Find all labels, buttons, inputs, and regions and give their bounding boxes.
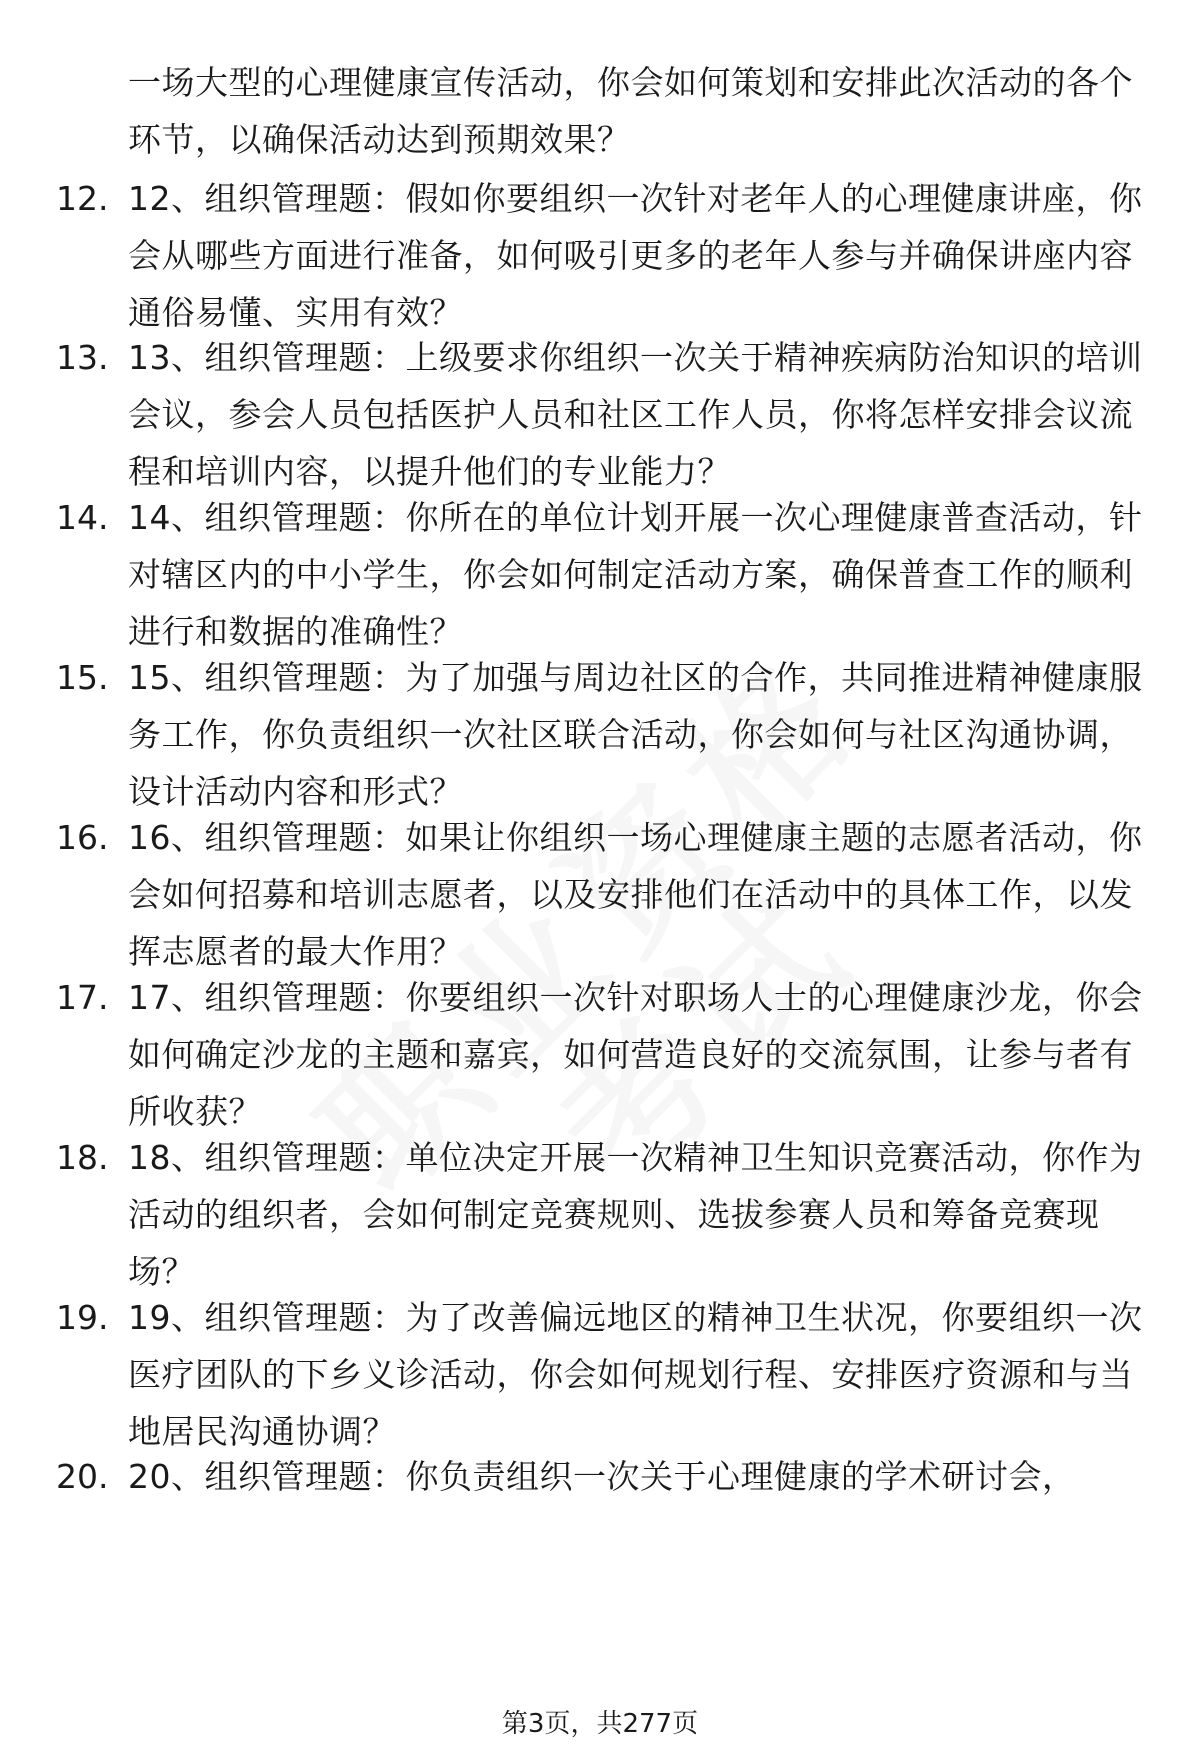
question-text: 19、组织管理题：为了改善偏远地区的精神卫生状况，你要组织一次医疗团队的下乡义诊活动，你会如何规划行程、安排医疗资源和与当地居民沟通协调？	[128, 1298, 1143, 1451]
question-number: 15.	[56, 658, 109, 697]
question-text: 20、组织管理题：你负责组织一次关于心理健康的学术研讨会，	[128, 1457, 1076, 1496]
page-footer: 第3页，共277页	[501, 1709, 699, 1739]
question-number: 17.	[56, 978, 109, 1017]
question-number: 16.	[56, 818, 109, 857]
question-text: 15、组织管理题：为了加强与周边社区的合作，共同推进精神健康服务工作，你负责组织一次社区联合活动，你会如何与社区沟通协调，设计活动内容和形式？	[128, 658, 1143, 811]
question-number: 19.	[56, 1298, 109, 1337]
intro-text: 一场大型的心理健康宣传活动，你会如何策划和安排此次活动的各个环节，以确保活动达到预期效果？	[128, 63, 1133, 159]
question-text: 14、组织管理题：你所在的单位计划开展一次心理健康普查活动，针对辖区内的中小学生，你会如何制定活动方案，确保普查工作的顺利进行和数据的准确性？	[128, 498, 1143, 651]
question-text: 18、组织管理题：单位决定开展一次精神卫生知识竞赛活动，你作为活动的组织者，会如何制定竞赛规则、选拔参赛人员和筹备竞赛现场？	[128, 1138, 1143, 1291]
question-text: 17、组织管理题：你要组织一次针对职场人士的心理健康沙龙，你会如何确定沙龙的主题和嘉宾，如何营造良好的交流氛围，让参与者有所收获？	[128, 978, 1143, 1131]
question-number: 18.	[56, 1138, 109, 1177]
question-text: 13、组织管理题：上级要求你组织一次关于精神疾病防治知识的培训会议，参会人员包括医护人员和社区工作人员，你将怎样安排会议流程和培训内容，以提升他们的专业能力？	[128, 338, 1143, 491]
question-number: 13.	[56, 338, 109, 377]
question-text: 16、组织管理题：如果让你组织一场心理健康主题的志愿者活动，你会如何招募和培训志愿者，以及安排他们在活动中的具体工作，以发挥志愿者的最大作用？	[128, 818, 1143, 971]
question-number: 12.	[56, 179, 109, 218]
question-number: 14.	[56, 498, 109, 537]
question-text: 12、组织管理题：假如你要组织一次针对老年人的心理健康讲座，你会从哪些方面进行准备，如何吸引更多的老年人参与并确保讲座内容通俗易懂、实用有效？	[128, 179, 1143, 332]
question-number: 20.	[56, 1457, 109, 1496]
